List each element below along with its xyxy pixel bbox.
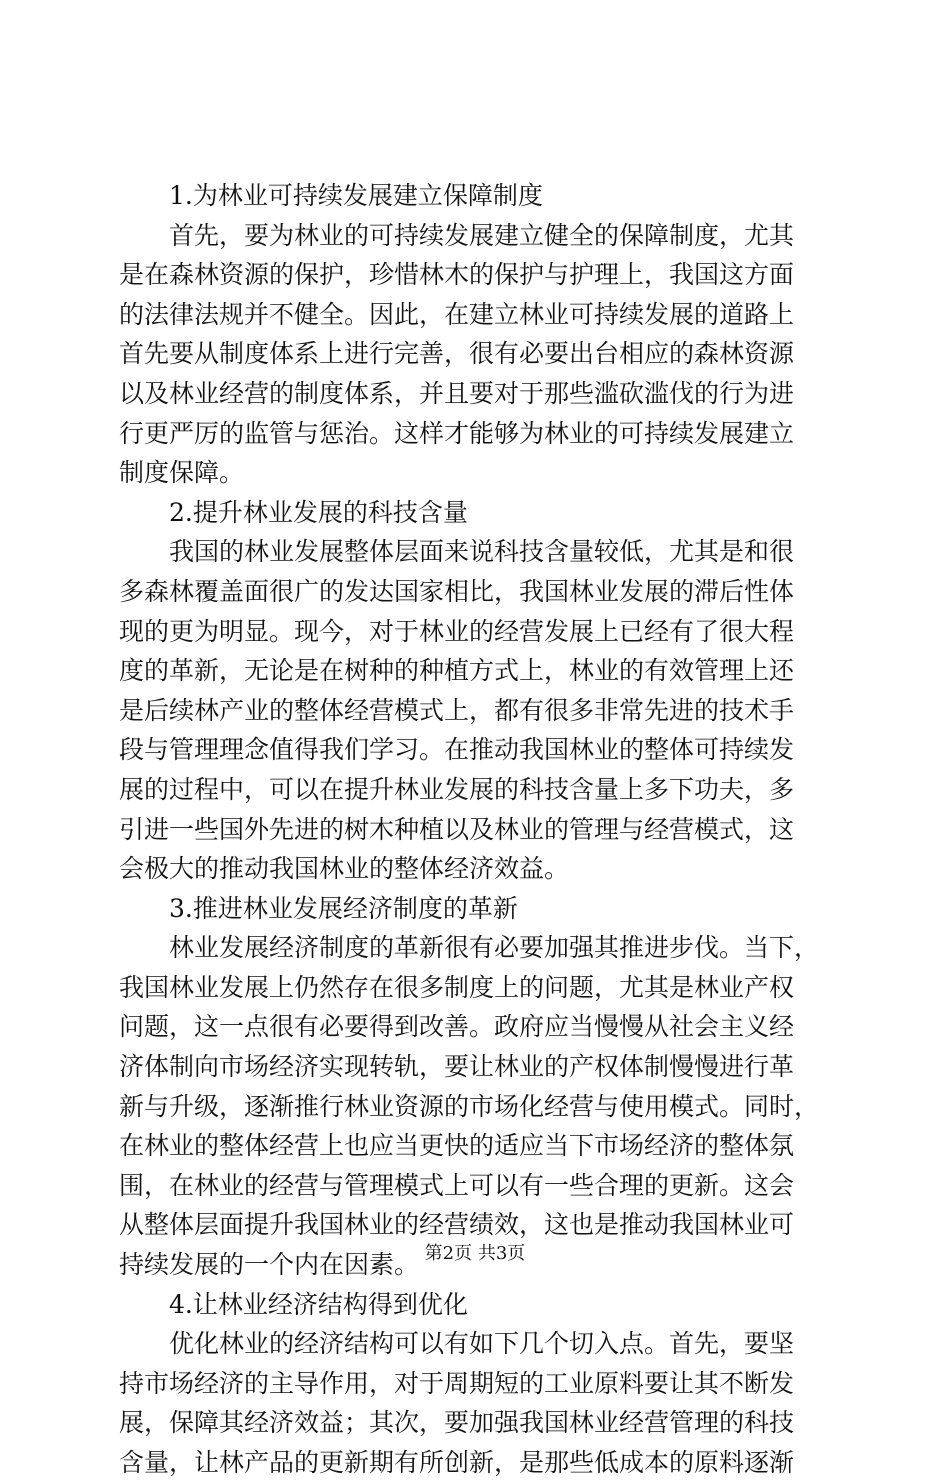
document-body bbox=[119, 176, 832, 1483]
paragraph-line: 引进一些国外先进的树木种植以及林业的管理与经营模式，这 bbox=[119, 814, 795, 844]
section-heading: 1.为林业可持续发展建立保障制度 bbox=[169, 181, 543, 210]
paragraph-line: 林业发展经济制度的革新很有必要加强其推进步伐。当下， bbox=[169, 933, 820, 963]
paragraph-line: 济体制向市场经济实现转轨，要让林业的产权体制慢慢进行革 bbox=[119, 1052, 795, 1082]
paragraph-line: 会极大的推动我国林业的整体经济效益。 bbox=[119, 854, 570, 884]
paragraph-line: 是后续林产业的整体经营模式上，都有很多非常先进的技术手 bbox=[119, 695, 795, 725]
paragraph-line: 行更严厉的监管与惩治。这样才能够为林业的可持续发展建立 bbox=[119, 418, 795, 448]
paragraph-line: 是在森林资源的保护，珍惜林木的保护与护理上，我国这方面 bbox=[119, 260, 795, 290]
paragraph-line: 段与管理理念值得我们学习。在推动我国林业的整体可持续发 bbox=[119, 735, 795, 765]
paragraph-line: 展，保障其经济效益；其次，要加强我国林业经营管理的科技 bbox=[119, 1408, 795, 1438]
paragraph-line: 展的过程中，可以在提升林业发展的科技含量上多下功夫，多 bbox=[119, 774, 795, 804]
paragraph-line: 围，在林业的经营与管理模式上可以有一些合理的更新。这会 bbox=[119, 1170, 795, 1200]
paragraph-line: 持续发展的一个内在因素。 bbox=[119, 1250, 420, 1280]
paragraph-line: 我国的林业发展整体层面来说科技含量较低，尤其是和很 bbox=[169, 537, 795, 567]
paragraph-line: 首先，要为林业的可持续发展建立健全的保障制度，尤其 bbox=[169, 220, 795, 250]
paragraph-line: 持市场经济的主导作用，对于周期短的工业原料要让其不断发 bbox=[119, 1368, 795, 1398]
paragraph-line: 多森林覆盖面很广的发达国家相比，我国林业发展的滞后性体 bbox=[119, 576, 795, 606]
paragraph-line: 的法律法规并不健全。因此，在建立林业可持续发展的道路上 bbox=[119, 299, 795, 329]
paragraph-line: 从整体层面提升我国林业的经营绩效，这也是推动我国林业可 bbox=[119, 1210, 795, 1240]
section-heading: 2.提升林业发展的科技含量 bbox=[169, 497, 468, 527]
paragraph-line: 以及林业经营的制度体系，并且要对于那些滥砍滥伐的行为进 bbox=[119, 378, 795, 408]
paragraph-line: 优化林业的经济结构可以有如下几个切入点。首先，要坚 bbox=[169, 1329, 795, 1359]
paragraph-line: 首先要从制度体系上进行完善，很有必要出台相应的森林资源 bbox=[119, 339, 795, 369]
paragraph-line: 在林业的整体经营上也应当更快的适应当下市场经济的整体氛 bbox=[119, 1131, 795, 1161]
section-heading: 4.让林业经济结构得到优化 bbox=[169, 1289, 468, 1319]
paragraph-line: 制度保障。 bbox=[119, 458, 245, 488]
paragraph-line: 现的更为明显。现今，对于林业的经营发展上已经有了很大程 bbox=[119, 616, 795, 646]
paragraph-line: 含量，让林产品的更新期有所创新，是那些低成本的原料逐渐 bbox=[119, 1448, 795, 1477]
paragraph-line: 我国林业发展上仍然存在很多制度上的问题，尤其是林业产权 bbox=[119, 972, 795, 1002]
section-heading: 3.推进林业发展经济制度的革新 bbox=[169, 893, 518, 923]
page-footer: 第2页 共3页 bbox=[424, 1243, 526, 1264]
paragraph-line: 度的革新，无论是在树种的种植方式上，林业的有效管理上还 bbox=[119, 656, 795, 686]
paragraph-line: 新与升级，逐渐推行林业资源的市场化经营与使用模式。同时， bbox=[119, 1091, 820, 1121]
paragraph-line: 问题，这一点很有必要得到改善。政府应当慢慢从社会主义经 bbox=[119, 1012, 795, 1042]
